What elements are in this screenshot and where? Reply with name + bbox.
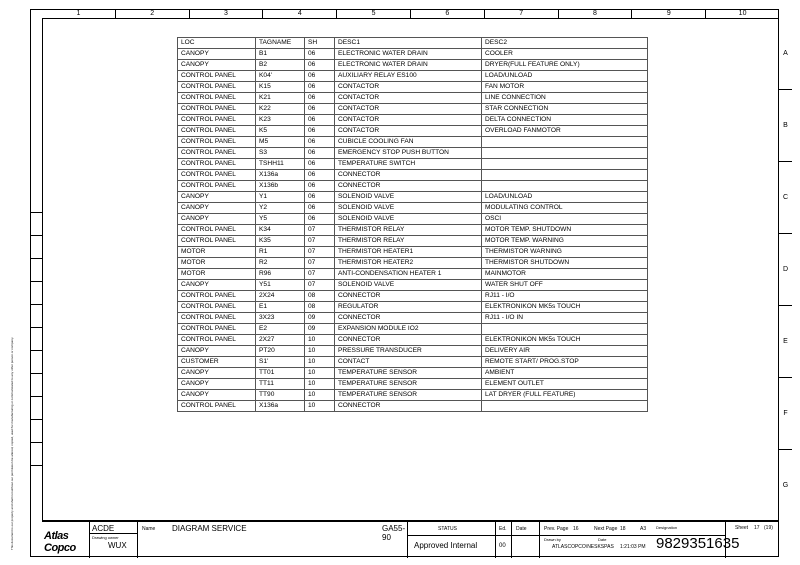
table-row <box>178 148 648 159</box>
cell-loc: CONTROL PANEL <box>178 302 256 313</box>
cell-sh: 06 <box>305 115 335 126</box>
cell-loc: CONTROL PANEL <box>178 181 256 192</box>
cell-loc: CONTROL PANEL <box>178 324 256 335</box>
drawn-by-label: Drawn by <box>544 537 561 542</box>
cell-desc1: TEMPERATURE SENSOR <box>335 390 482 401</box>
atlas-copco-logo: Atlas Copco <box>44 530 76 554</box>
cell-sh: 06 <box>305 60 335 71</box>
cell-desc2: WATER SHUT OFF <box>482 280 648 291</box>
cell-desc1: TEMPERATURE SENSOR <box>335 368 482 379</box>
cell-loc: CANOPY <box>178 280 256 291</box>
cell-loc: CONTROL PANEL <box>178 93 256 104</box>
cell-loc: CANOPY <box>178 49 256 60</box>
cell-desc1: THERMISTOR RELAY <box>335 236 482 247</box>
next-page: 18 <box>620 526 626 532</box>
edition-cell <box>496 522 512 558</box>
cell-desc2: MODULATING CONTROL <box>482 203 648 214</box>
table-row <box>178 225 648 236</box>
cell-desc1: CONNECTOR <box>335 291 482 302</box>
cell-sh: 10 <box>305 335 335 346</box>
cell-loc: CONTROL PANEL <box>178 148 256 159</box>
cell-desc1: SOLENOID VALVE <box>335 280 482 291</box>
cell-sh: 06 <box>305 82 335 93</box>
cell-desc2 <box>482 148 648 159</box>
cell-tagname: X136b <box>256 181 305 192</box>
cell-tagname: TT90 <box>256 390 305 401</box>
cell-tagname: Y2 <box>256 203 305 214</box>
cell-sh: 07 <box>305 236 335 247</box>
cell-tagname: B2 <box>256 60 305 71</box>
column-number: 5 <box>337 9 411 19</box>
header-sh: SH <box>305 38 335 49</box>
cell-desc1: TEMPERATURE SWITCH <box>335 159 482 170</box>
cell-desc1: EXPANSION MODULE IO2 <box>335 324 482 335</box>
row-letter: B <box>779 90 792 162</box>
cell-loc: CONTROL PANEL <box>178 335 256 346</box>
cell-desc1: CONTACT <box>335 357 482 368</box>
status: Approved Internal <box>414 541 478 550</box>
cell-sh: 09 <box>305 324 335 335</box>
table-row <box>178 269 648 280</box>
cell-desc2: STAR CONNECTION <box>482 104 648 115</box>
cell-desc1: CONTACTOR <box>335 82 482 93</box>
table-row <box>178 71 648 82</box>
drawing-owner-label: Drawing owner <box>92 535 119 540</box>
table-header-row <box>178 38 648 49</box>
cell-loc: CANOPY <box>178 214 256 225</box>
cell-sh: 10 <box>305 346 335 357</box>
cell-sh: 06 <box>305 104 335 115</box>
drawing-name: DIAGRAM SERVICE <box>172 524 247 533</box>
cell-desc2: AMBIENT <box>482 368 648 379</box>
table-row <box>178 258 648 269</box>
table-row <box>178 236 648 247</box>
cell-loc: CONTROL PANEL <box>178 236 256 247</box>
cell-desc1: ELECTRONIC WATER DRAIN <box>335 60 482 71</box>
cell-desc1: ELECTRONIC WATER DRAIN <box>335 49 482 60</box>
cell-loc: CONTROL PANEL <box>178 291 256 302</box>
cell-desc2: ELEMENT OUTLET <box>482 379 648 390</box>
cell-desc1: CONTACTOR <box>335 104 482 115</box>
cell-loc: CONTROL PANEL <box>178 137 256 148</box>
sheet-size: A3 <box>640 526 647 532</box>
cell-desc2: FAN MOTOR <box>482 82 648 93</box>
header-loc: LOC <box>178 38 256 49</box>
cell-desc2: OSCI <box>482 214 648 225</box>
cell-sh: 10 <box>305 357 335 368</box>
table-row <box>178 214 648 225</box>
designation-cell <box>652 522 779 558</box>
cell-loc: CANOPY <box>178 192 256 203</box>
company-cell <box>90 522 138 558</box>
sheet-label: Sheet <box>735 525 749 531</box>
cell-desc1: AUXILIARY RELAY ES100 <box>335 71 482 82</box>
cell-sh: 10 <box>305 368 335 379</box>
cell-desc1: CONNECTOR <box>335 181 482 192</box>
edition: 00 <box>499 543 506 549</box>
cell-loc: CANOPY <box>178 60 256 71</box>
prev-page: 16 <box>573 526 579 532</box>
cell-sh: 09 <box>305 313 335 324</box>
cell-tagname: R2 <box>256 258 305 269</box>
cell-sh: 07 <box>305 247 335 258</box>
cell-desc2: LAT DRYER (FULL FEATURE) <box>482 390 648 401</box>
cell-sh: 06 <box>305 93 335 104</box>
cell-sh: 10 <box>305 379 335 390</box>
cell-sh: 06 <box>305 159 335 170</box>
cell-tagname: 2X27 <box>256 335 305 346</box>
sheet-number: 17 <box>754 525 760 531</box>
cell-sh: 06 <box>305 71 335 82</box>
table-row <box>178 280 648 291</box>
prev-page-label: Prev. Page <box>544 526 569 532</box>
cell-tagname: K04' <box>256 71 305 82</box>
ed-label: Ed. <box>499 526 507 532</box>
cell-desc2: MOTOR TEMP. SHUTDOWN <box>482 225 648 236</box>
table-row <box>178 401 648 412</box>
title-block <box>42 521 779 558</box>
cell-desc2: COOLER <box>482 49 648 60</box>
cell-sh: 06 <box>305 137 335 148</box>
cell-tagname: S3 <box>256 148 305 159</box>
cell-desc1: REGULATOR <box>335 302 482 313</box>
column-number: 6 <box>411 9 485 19</box>
logo-cell <box>42 522 90 558</box>
table-row <box>178 181 648 192</box>
row-letter: A <box>779 18 792 90</box>
cell-tagname: X136a <box>256 401 305 412</box>
designation-number: 9829351635 <box>656 535 740 552</box>
date2: 1:21:03 PM <box>620 544 646 550</box>
cell-sh: 08 <box>305 291 335 302</box>
name-label: Name <box>142 526 156 532</box>
cell-desc2: THERMISTOR SHUTDOWN <box>482 258 648 269</box>
sheet-total: (19) <box>764 525 773 531</box>
cell-desc2: LOAD/UNLOAD <box>482 71 648 82</box>
cell-tagname: K5 <box>256 126 305 137</box>
next-page-label: Next Page <box>594 526 618 532</box>
column-number: 4 <box>263 9 337 19</box>
cell-desc1: CONTACTOR <box>335 126 482 137</box>
cell-desc1: SOLENOID VALVE <box>335 192 482 203</box>
table-row <box>178 49 648 60</box>
cell-desc1: THERMISTOR RELAY <box>335 225 482 236</box>
status-cell <box>408 522 496 558</box>
cell-desc2 <box>482 181 648 192</box>
cell-desc2: REMOTE START/ PROG.STOP <box>482 357 648 368</box>
cell-desc1: SOLENOID VALVE <box>335 203 482 214</box>
cell-tagname: S1' <box>256 357 305 368</box>
table-row <box>178 93 648 104</box>
row-letter: C <box>779 162 792 234</box>
drawn-by: ATLASCOPCO\NESKSPAS <box>552 544 614 550</box>
cell-desc2: MOTOR TEMP. WARNING <box>482 236 648 247</box>
cell-tagname: TSHH11 <box>256 159 305 170</box>
row-letter: G <box>782 482 789 489</box>
name-cell <box>138 522 408 558</box>
table-row <box>178 192 648 203</box>
table-row <box>178 368 648 379</box>
table-row <box>178 346 648 357</box>
column-number: 2 <box>116 9 190 19</box>
cell-sh: 06 <box>305 214 335 225</box>
column-ruler <box>42 9 779 19</box>
cell-sh: 06 <box>305 192 335 203</box>
cell-sh: 06 <box>305 181 335 192</box>
table-row <box>178 390 648 401</box>
cell-sh: 07 <box>305 258 335 269</box>
cell-tagname: E1 <box>256 302 305 313</box>
column-number: 8 <box>559 9 633 19</box>
cell-desc2 <box>482 159 648 170</box>
table-row <box>178 247 648 258</box>
cell-loc: MOTOR <box>178 247 256 258</box>
cell-desc2: DELTA CONNECTION <box>482 115 648 126</box>
cell-desc2: RJ11 - I/O IN <box>482 313 648 324</box>
column-number: 3 <box>190 9 264 19</box>
cell-sh: 08 <box>305 302 335 313</box>
table-row <box>178 379 648 390</box>
cell-sh: 07 <box>305 280 335 291</box>
cell-desc2 <box>482 137 648 148</box>
copyright-note: This document is our property and shall not without our permission be altered, copied, used for manufacturing or communicated to any other person or company. <box>10 336 14 550</box>
cell-loc: CONTROL PANEL <box>178 71 256 82</box>
cell-loc: CANOPY <box>178 379 256 390</box>
date-label: Date <box>516 526 527 532</box>
cell-desc2: DRYER(FULL FEATURE ONLY) <box>482 60 648 71</box>
column-number: 10 <box>738 10 747 17</box>
date-cell <box>512 522 540 558</box>
cell-loc: CONTROL PANEL <box>178 225 256 236</box>
cell-sh: 06 <box>305 126 335 137</box>
designation-label: Designation <box>656 525 678 530</box>
cell-sh: 06 <box>305 170 335 181</box>
header-desc1: DESC1 <box>335 38 482 49</box>
company: ACDE <box>92 524 115 533</box>
cell-desc1: CONTACTOR <box>335 115 482 126</box>
model: GA55-90 <box>382 524 406 542</box>
table-row <box>178 335 648 346</box>
cell-loc: CONTROL PANEL <box>178 82 256 93</box>
date2-label: Date <box>598 537 607 542</box>
table-row <box>178 203 648 214</box>
cell-desc2: LINE CONNECTION <box>482 93 648 104</box>
cell-tagname: R96 <box>256 269 305 280</box>
cell-desc2: OVERLOAD FANMOTOR <box>482 126 648 137</box>
table-row <box>178 82 648 93</box>
cell-loc: CONTROL PANEL <box>178 126 256 137</box>
table-row <box>178 291 648 302</box>
cell-desc1: CONNECTOR <box>335 401 482 412</box>
cell-loc: CONTROL PANEL <box>178 159 256 170</box>
cell-desc1: SOLENOID VALVE <box>335 214 482 225</box>
cell-sh: 06 <box>305 148 335 159</box>
drawing-owner: WUX <box>108 541 127 550</box>
header-tagname: TAGNAME <box>256 38 305 49</box>
table-row <box>178 313 648 324</box>
cell-desc2: ELEKTRONIKON MK5s TOUCH <box>482 302 648 313</box>
table-row <box>178 324 648 335</box>
cell-desc1: CONNECTOR <box>335 170 482 181</box>
cell-tagname: TT01 <box>256 368 305 379</box>
cell-desc1: CONTACTOR <box>335 93 482 104</box>
table-row <box>178 115 648 126</box>
cell-sh: 07 <box>305 225 335 236</box>
table-row <box>178 60 648 71</box>
cell-desc2: ELEKTRONIKON MK5s TOUCH <box>482 335 648 346</box>
cell-sh: 10 <box>305 401 335 412</box>
cell-loc: CANOPY <box>178 390 256 401</box>
row-letter: E <box>779 306 792 378</box>
component-table <box>177 37 648 412</box>
cell-loc: CANOPY <box>178 368 256 379</box>
column-number: 1 <box>42 9 116 19</box>
header-desc2: DESC2 <box>482 38 648 49</box>
cell-sh: 06 <box>305 49 335 60</box>
cell-tagname: Y51 <box>256 280 305 291</box>
column-number: 7 <box>485 9 559 19</box>
cell-desc2: THERMISTOR WARNING <box>482 247 648 258</box>
cell-loc: CANOPY <box>178 346 256 357</box>
cell-desc2: DELIVERY AIR <box>482 346 648 357</box>
cell-tagname: Y1 <box>256 192 305 203</box>
table-row <box>178 302 648 313</box>
cell-desc1: CONNECTOR <box>335 313 482 324</box>
cell-sh: 10 <box>305 390 335 401</box>
cell-tagname: E2 <box>256 324 305 335</box>
cell-desc1: PRESSURE TRANSDUCER <box>335 346 482 357</box>
cell-tagname: R1 <box>256 247 305 258</box>
cell-loc: CONTROL PANEL <box>178 401 256 412</box>
cell-tagname: K22 <box>256 104 305 115</box>
cell-loc: CANOPY <box>178 203 256 214</box>
cell-loc: CONTROL PANEL <box>178 104 256 115</box>
cell-loc: MOTOR <box>178 269 256 280</box>
cell-tagname: PT20 <box>256 346 305 357</box>
cell-desc2 <box>482 170 648 181</box>
left-margin-marks <box>30 190 42 466</box>
cell-desc1: TEMPERATURE SENSOR <box>335 379 482 390</box>
table-row <box>178 159 648 170</box>
cell-tagname: 3X23 <box>256 313 305 324</box>
cell-desc1: CONNECTOR <box>335 335 482 346</box>
table-row <box>178 126 648 137</box>
cell-loc: CUSTOMER <box>178 357 256 368</box>
table-row <box>178 357 648 368</box>
cell-loc: CONTROL PANEL <box>178 313 256 324</box>
cell-sh: 07 <box>305 269 335 280</box>
cell-tagname: X136a <box>256 170 305 181</box>
cell-desc1: ANTI-CONDENSATION HEATER 1 <box>335 269 482 280</box>
cell-desc2: RJ11 - I/O <box>482 291 648 302</box>
row-letter: F <box>779 378 792 450</box>
cell-desc1: THERMISTOR HEATER2 <box>335 258 482 269</box>
status-label: STATUS <box>438 526 457 532</box>
cell-tagname: K34 <box>256 225 305 236</box>
row-ruler <box>779 18 792 521</box>
table-row <box>178 137 648 148</box>
row-letter: D <box>779 234 792 306</box>
cell-tagname: M5 <box>256 137 305 148</box>
table-row <box>178 104 648 115</box>
cell-tagname: TT11 <box>256 379 305 390</box>
cell-desc2 <box>482 324 648 335</box>
cell-tagname: Y5 <box>256 214 305 225</box>
cell-desc2: MAINMOTOR <box>482 269 648 280</box>
cell-desc1: EMERGENCY STOP PUSH BUTTON <box>335 148 482 159</box>
cell-loc: CONTROL PANEL <box>178 115 256 126</box>
cell-sh: 06 <box>305 203 335 214</box>
cell-desc2 <box>482 401 648 412</box>
cell-tagname: B1 <box>256 49 305 60</box>
table-row <box>178 170 648 181</box>
cell-tagname: K35 <box>256 236 305 247</box>
column-number: 9 <box>632 9 706 19</box>
cell-tagname: 2X24 <box>256 291 305 302</box>
cell-tagname: K21 <box>256 93 305 104</box>
cell-loc: MOTOR <box>178 258 256 269</box>
cell-desc1: CUBICLE COOLING FAN <box>335 137 482 148</box>
cell-tagname: K23 <box>256 115 305 126</box>
cell-loc: CONTROL PANEL <box>178 170 256 181</box>
cell-tagname: K15 <box>256 82 305 93</box>
cell-desc2: LOAD/UNLOAD <box>482 192 648 203</box>
cell-desc1: THERMISTOR HEATER1 <box>335 247 482 258</box>
